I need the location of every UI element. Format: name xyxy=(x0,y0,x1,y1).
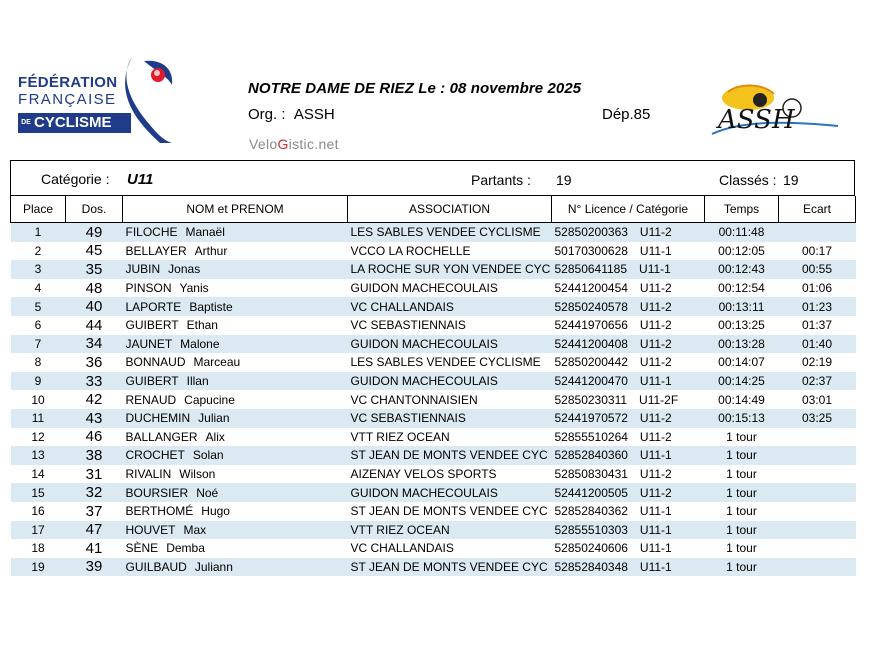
table-row xyxy=(11,242,856,261)
rider-lastname: GUILBAUD xyxy=(125,559,187,574)
licence-number: 52855510303 xyxy=(554,522,628,537)
rider-firstname: Capucine xyxy=(184,392,235,407)
rider-firstname: Noé xyxy=(196,485,219,500)
cell-ecart xyxy=(779,446,856,465)
cell-place: 17 xyxy=(11,521,66,540)
rider-firstname: Marceau xyxy=(193,355,241,370)
cell-licence xyxy=(552,483,705,502)
licence-number: 52850200442 xyxy=(554,355,628,370)
ffc-logo xyxy=(18,74,118,131)
cell-name xyxy=(123,353,348,372)
cell-licence xyxy=(552,279,705,298)
cell-temps: 1 tour xyxy=(726,429,757,444)
table-row xyxy=(11,316,856,335)
velogistic-part2: istic.net xyxy=(288,136,339,152)
cell-licence xyxy=(552,539,705,558)
cell-licence xyxy=(552,353,705,372)
rider-firstname: Max xyxy=(183,522,207,537)
cell-association: VCCO LA ROCHELLE xyxy=(350,243,471,258)
col-ecart: Ecart xyxy=(779,196,856,223)
cell-dos: 35 xyxy=(66,260,123,279)
cell-dos: 48 xyxy=(85,279,103,297)
cell-dos: 39 xyxy=(66,558,123,577)
cell-association: VC CHALLANDAIS xyxy=(348,297,552,316)
cell-ecart: 01:40 xyxy=(779,335,856,354)
cell-name xyxy=(123,428,348,447)
cell-temps: 00:13:11 xyxy=(705,297,779,316)
departement: Dép.85 xyxy=(602,106,651,123)
cell-association: ST JEAN DE MONTS VENDEE CYC xyxy=(348,558,552,577)
cell-dos: 38 xyxy=(66,446,123,465)
cell-dos: 40 xyxy=(66,297,123,316)
licence-category: U11-2 xyxy=(639,485,672,500)
rider-lastname: PINSON xyxy=(125,281,172,296)
cell-licence xyxy=(552,260,705,279)
cell-licence xyxy=(552,242,705,261)
rider-firstname: Jonas xyxy=(168,262,201,277)
cell-place: 12 xyxy=(31,429,45,444)
rider-lastname: JAUNET xyxy=(125,336,173,351)
cell-name xyxy=(123,558,348,577)
cell-temps: 1 tour xyxy=(705,446,779,465)
cell-association: VTT RIEZ OCEAN xyxy=(348,521,552,540)
rider-lastname: RENAUD xyxy=(125,392,177,407)
cell-name xyxy=(123,297,348,316)
rider-firstname: Wilson xyxy=(179,467,216,482)
col-place: Place xyxy=(11,196,66,223)
licence-category: U11-2 xyxy=(639,355,672,370)
rider-firstname: Ethan xyxy=(186,318,218,333)
rider-firstname: Yanis xyxy=(179,281,209,296)
cell-name xyxy=(123,242,348,261)
rider-lastname: GUIBERT xyxy=(125,318,179,333)
cell-temps: 1 tour xyxy=(726,504,757,519)
cell-licence xyxy=(552,521,705,540)
rider-lastname: BONNAUD xyxy=(125,355,186,370)
licence-number: 52441200454 xyxy=(554,281,628,296)
cell-association: ST JEAN DE MONTS VENDEE CYC xyxy=(348,446,552,465)
cell-licence xyxy=(552,372,705,391)
licence-category: U11-1 xyxy=(639,541,672,556)
cell-association: GUIDON MACHECOULAIS xyxy=(348,335,552,354)
cell-dos: 42 xyxy=(85,391,103,409)
licence-category: U11-1 xyxy=(639,262,671,277)
licence-category: U11-2 xyxy=(639,336,672,351)
ffc-logo-line1: FÉDÉRATION xyxy=(18,74,118,91)
cell-licence xyxy=(552,558,705,577)
cell-dos: 37 xyxy=(85,502,103,520)
cell-licence xyxy=(552,409,705,428)
cell-place: 8 xyxy=(34,355,42,370)
cell-dos: 44 xyxy=(85,316,103,334)
assh-logo xyxy=(708,78,843,143)
licence-number: 52852840362 xyxy=(554,504,628,519)
licence-number: 50170300628 xyxy=(554,243,628,258)
cell-name xyxy=(123,483,348,502)
cell-licence xyxy=(552,316,705,335)
cell-temps: 1 tour xyxy=(705,483,779,502)
cell-licence xyxy=(552,502,705,521)
rider-firstname: Demba xyxy=(166,541,205,556)
cell-dos: 33 xyxy=(66,372,123,391)
assh-logo-text: ASSH xyxy=(718,105,795,135)
licence-number: 52852840348 xyxy=(554,559,628,574)
cell-licence xyxy=(552,446,705,465)
cell-temps: 00:14:25 xyxy=(705,372,779,391)
org-label: Org. : xyxy=(248,106,286,123)
cell-place: 7 xyxy=(11,335,66,354)
classes-value: 19 xyxy=(783,172,799,188)
licence-number: 52441200505 xyxy=(554,485,628,500)
cell-association: VC SEBASTIENNAIS xyxy=(348,409,552,428)
cell-dos: 46 xyxy=(85,428,103,446)
rider-firstname: Baptiste xyxy=(189,299,233,314)
col-dos: Dos. xyxy=(66,196,123,223)
velogistic-g: G xyxy=(277,136,289,152)
cell-temps: 1 tour xyxy=(726,467,757,482)
cell-ecart: 00:55 xyxy=(779,260,856,279)
cell-dos: 47 xyxy=(66,521,123,540)
cell-name xyxy=(123,223,348,242)
table-row xyxy=(11,428,856,447)
ffc-logo-de: DE xyxy=(21,119,31,127)
cell-ecart: 03:25 xyxy=(779,409,856,428)
rider-lastname: DUCHEMIN xyxy=(125,411,191,426)
licence-category: U11-1 xyxy=(639,243,672,258)
cell-ecart: 03:01 xyxy=(801,392,833,407)
rider-firstname: Alix xyxy=(205,429,225,444)
licence-number: 52850641185 xyxy=(554,262,628,277)
cell-temps: 00:12:54 xyxy=(718,281,765,296)
col-temps: Temps xyxy=(705,196,779,223)
table-row xyxy=(11,297,856,316)
table-row xyxy=(11,521,856,540)
table-row xyxy=(11,446,856,465)
table-row xyxy=(11,465,856,484)
cell-temps: 1 tour xyxy=(705,521,779,540)
ffc-logo-cyclisme: CYCLISME xyxy=(34,114,112,131)
rider-lastname: SÈNE xyxy=(125,541,159,556)
category-value: U11 xyxy=(127,171,154,188)
rider-firstname: Illan xyxy=(186,374,209,389)
rider-firstname: Malone xyxy=(180,336,220,351)
licence-number: 52850830431 xyxy=(554,467,628,482)
licence-number: 52850240606 xyxy=(554,541,628,556)
cell-association: LA ROCHE SUR YON VENDEE CYC xyxy=(348,260,552,279)
cell-association: LES SABLES VENDEE CYCLISME xyxy=(350,355,541,370)
cell-temps: 00:12:05 xyxy=(718,243,765,258)
licence-number: 52850240578 xyxy=(554,299,628,314)
cell-ecart: 00:17 xyxy=(801,243,833,258)
col-nom: NOM et PRENOM xyxy=(123,196,348,223)
cell-dos: 31 xyxy=(85,465,103,483)
organizer xyxy=(248,106,335,123)
cell-name xyxy=(123,446,348,465)
rider-lastname: JUBIN xyxy=(125,262,161,277)
cell-ecart: 01:06 xyxy=(801,281,833,296)
table-row xyxy=(11,483,856,502)
rider-lastname: GUIBERT xyxy=(125,374,179,389)
cell-association: GUIDON MACHECOULAIS xyxy=(348,483,552,502)
licence-category: U11-1 xyxy=(639,504,672,519)
cell-place: 5 xyxy=(11,297,66,316)
partants-value: 19 xyxy=(556,172,572,188)
rider-lastname: BOURSIER xyxy=(125,485,189,500)
cell-ecart: 02:37 xyxy=(779,372,856,391)
cell-ecart xyxy=(779,483,856,502)
cell-association: VC CHANTONNAISIEN xyxy=(350,392,478,407)
velogistic-brand xyxy=(249,136,339,152)
licence-number: 52852840360 xyxy=(554,448,628,463)
table-row xyxy=(11,558,856,577)
rider-firstname: Manaël xyxy=(185,225,225,240)
cell-place: 6 xyxy=(34,318,42,333)
cell-name xyxy=(123,502,348,521)
cell-association: AIZENAY VELOS SPORTS xyxy=(350,467,497,482)
cell-ecart: 01:37 xyxy=(801,318,833,333)
licence-number: 52441200470 xyxy=(554,374,628,389)
ffc-swoosh-icon xyxy=(110,55,180,145)
partants-label: Partants : xyxy=(471,172,531,188)
cell-name xyxy=(123,539,348,558)
cell-place: 10 xyxy=(31,392,45,407)
cell-ecart xyxy=(779,223,856,242)
results-table xyxy=(10,196,855,576)
cell-place: 16 xyxy=(31,504,45,519)
cell-temps: 00:13:25 xyxy=(718,318,765,333)
rider-lastname: RIVALIN xyxy=(125,467,172,482)
cell-licence xyxy=(552,223,705,242)
cell-temps: 00:14:07 xyxy=(718,355,765,370)
cell-place: 13 xyxy=(11,446,66,465)
cell-dos: 41 xyxy=(85,539,103,557)
cell-association: ST JEAN DE MONTS VENDEE CYC xyxy=(350,504,548,519)
cell-name xyxy=(123,409,348,428)
cell-ecart xyxy=(779,502,856,521)
ffc-logo-line2: FRANÇAISE xyxy=(18,91,117,108)
cell-name xyxy=(123,260,348,279)
licence-number: 52441970656 xyxy=(554,318,628,333)
cell-name xyxy=(123,316,348,335)
licence-number: 52855510264 xyxy=(554,429,628,444)
cell-temps: 00:13:28 xyxy=(705,335,779,354)
cell-association: VC CHALLANDAIS xyxy=(350,541,454,556)
rider-lastname: LAPORTE xyxy=(125,299,182,314)
table-row xyxy=(11,390,856,409)
rider-firstname: Julian xyxy=(198,411,230,426)
rider-firstname: Hugo xyxy=(201,504,230,519)
table-row xyxy=(11,279,856,298)
cell-place: 19 xyxy=(11,558,66,577)
cell-temps: 00:12:43 xyxy=(705,260,779,279)
licence-category: U11-2 xyxy=(639,318,672,333)
cell-ecart xyxy=(779,539,856,558)
cell-ecart: 02:19 xyxy=(801,355,833,370)
licence-category: U11-2F xyxy=(639,392,679,407)
rider-lastname: HOUVET xyxy=(125,522,176,537)
rider-lastname: BELLAYER xyxy=(125,243,187,258)
rider-lastname: FILOCHE xyxy=(125,225,178,240)
cell-name xyxy=(123,465,348,484)
rider-lastname: BALLANGER xyxy=(125,429,198,444)
cell-temps: 00:15:13 xyxy=(705,409,779,428)
rider-lastname: BERTHOMÉ xyxy=(125,504,194,519)
cell-licence xyxy=(552,428,705,447)
licence-category: U11-1 xyxy=(639,559,672,574)
cell-dos: 32 xyxy=(66,483,123,502)
licence-category: U11-2 xyxy=(639,467,672,482)
category-summary xyxy=(10,160,855,196)
licence-category: U11-2 xyxy=(639,429,672,444)
cell-place: 15 xyxy=(11,483,66,502)
rider-firstname: Arthur xyxy=(194,243,228,258)
licence-category: U11-1 xyxy=(639,448,672,463)
licence-number: 52850200363 xyxy=(554,225,628,240)
licence-number: 52850230311 xyxy=(554,392,628,407)
cell-ecart: 01:23 xyxy=(779,297,856,316)
cell-association: VTT RIEZ OCEAN xyxy=(350,429,450,444)
cell-name xyxy=(123,372,348,391)
cell-temps: 00:11:48 xyxy=(705,223,779,242)
cell-place: 3 xyxy=(11,260,66,279)
cell-place: 11 xyxy=(11,409,66,428)
classes-label: Classés : xyxy=(719,172,777,188)
table-header-row xyxy=(11,196,856,223)
cell-place: 2 xyxy=(34,243,42,258)
licence-category: U11-1 xyxy=(639,522,672,537)
cell-place: 18 xyxy=(31,541,45,556)
table-row xyxy=(11,353,856,372)
licence-category: U11-2 xyxy=(639,299,672,314)
cell-name xyxy=(123,335,348,354)
event-title: NOTRE DAME DE RIEZ Le : 08 novembre 2025 xyxy=(248,80,582,97)
cell-licence xyxy=(552,465,705,484)
cell-association: LES SABLES VENDEE CYCLISME xyxy=(348,223,552,242)
cell-dos: 36 xyxy=(85,353,103,371)
table-row xyxy=(11,335,856,354)
cell-ecart xyxy=(779,521,856,540)
cell-place: 14 xyxy=(31,467,45,482)
cell-place: 4 xyxy=(34,281,42,296)
cell-temps: 00:14:49 xyxy=(718,392,765,407)
org-value: ASSH xyxy=(293,106,335,123)
cell-place: 1 xyxy=(11,223,66,242)
cell-licence xyxy=(552,390,705,409)
cell-place: 9 xyxy=(11,372,66,391)
col-association: ASSOCIATION xyxy=(348,196,552,223)
cell-dos: 49 xyxy=(66,223,123,242)
velogistic-part1: Velo xyxy=(249,136,278,152)
licence-category: U11-1 xyxy=(639,374,672,389)
cell-temps: 1 tour xyxy=(705,558,779,577)
cell-licence xyxy=(552,297,705,316)
cell-name xyxy=(123,390,348,409)
cell-name xyxy=(123,521,348,540)
cell-ecart xyxy=(779,465,856,484)
cell-name xyxy=(123,279,348,298)
cell-association: GUIDON MACHECOULAIS xyxy=(348,372,552,391)
licence-category: U11-2 xyxy=(639,411,672,426)
cell-temps: 1 tour xyxy=(726,541,757,556)
rider-lastname: CROCHET xyxy=(125,448,185,463)
cell-association: GUIDON MACHECOULAIS xyxy=(350,281,498,296)
table-row xyxy=(11,260,856,279)
licence-number: 52441970572 xyxy=(554,411,628,426)
table-row xyxy=(11,539,856,558)
col-licence: N° Licence / Catégorie xyxy=(552,196,705,223)
rider-firstname: Juliann xyxy=(194,559,233,574)
cell-dos: 34 xyxy=(66,335,123,354)
cell-licence xyxy=(552,335,705,354)
cell-association: VC SEBASTIENNAIS xyxy=(350,318,466,333)
rider-firstname: Solan xyxy=(192,448,224,463)
licence-category: U11-2 xyxy=(639,281,672,296)
licence-category: U11-2 xyxy=(639,225,672,240)
cell-ecart xyxy=(779,428,856,447)
table-row xyxy=(11,223,856,242)
category-label: Catégorie : xyxy=(41,171,110,187)
cell-dos: 43 xyxy=(66,409,123,428)
cell-ecart xyxy=(779,558,856,577)
cell-dos: 45 xyxy=(85,242,103,260)
licence-number: 52441200408 xyxy=(554,336,628,351)
table-row xyxy=(11,372,856,391)
table-row xyxy=(11,409,856,428)
table-row xyxy=(11,502,856,521)
